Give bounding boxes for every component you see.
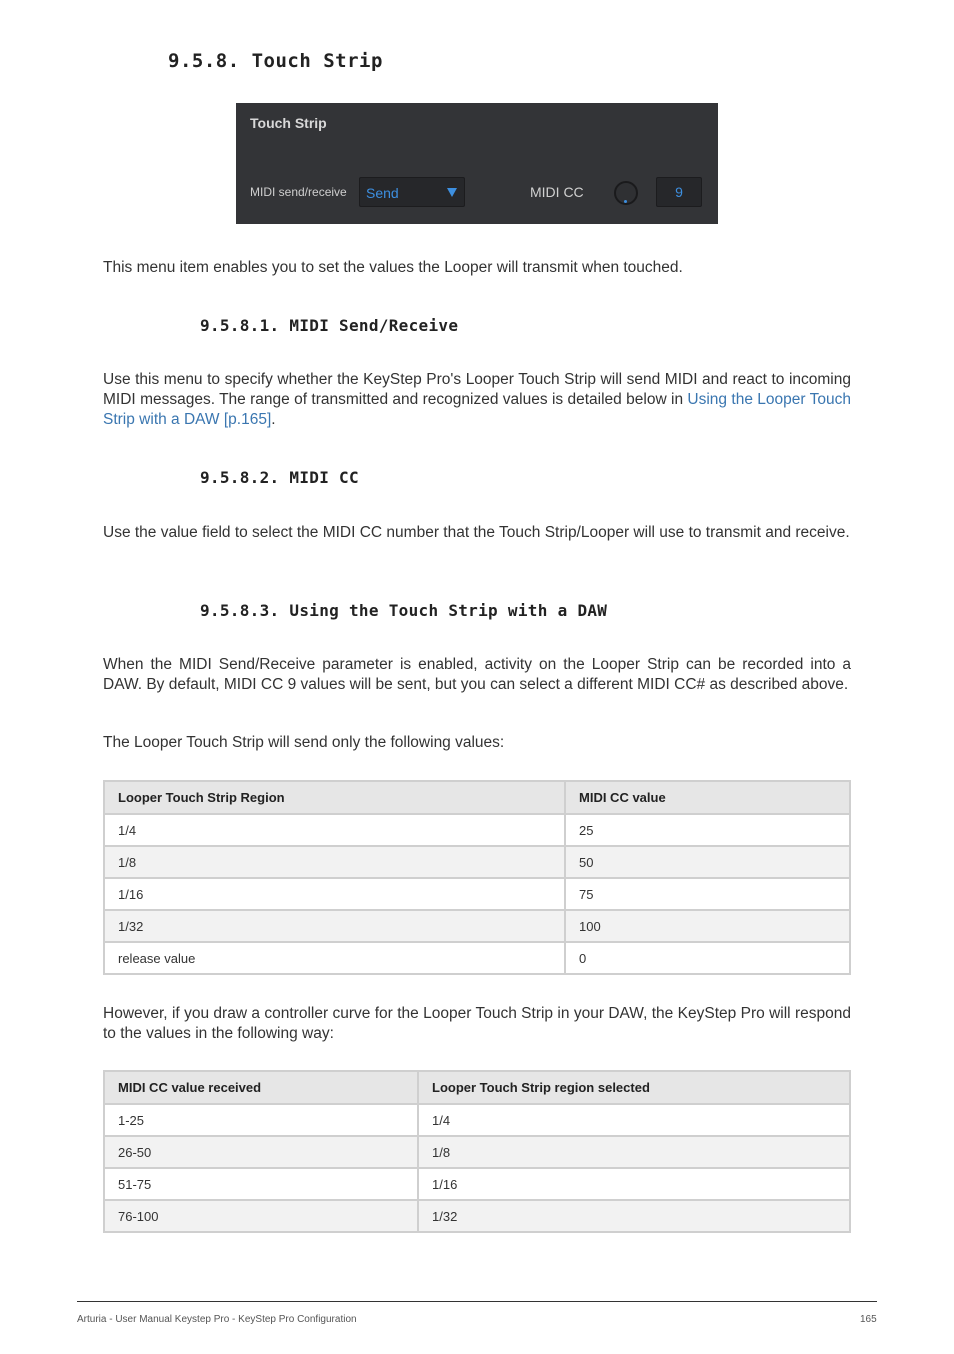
table-header: MIDI CC value received xyxy=(104,1071,418,1104)
table-cell: 75 xyxy=(565,878,850,910)
table-cell: 76-100 xyxy=(104,1200,418,1232)
panel-title: Touch Strip xyxy=(250,115,327,131)
table-cell: release value xyxy=(104,942,565,974)
send-receive-label: MIDI send/receive xyxy=(250,185,347,199)
table-row xyxy=(104,910,850,942)
knob-indicator-icon xyxy=(624,200,627,203)
table-cell: 1/32 xyxy=(104,910,565,942)
table-cell: 25 xyxy=(565,814,850,846)
send-receive-value: Send xyxy=(366,185,399,201)
table-cell: 1/16 xyxy=(418,1168,850,1200)
table-cell: 1/8 xyxy=(418,1136,850,1168)
table-cell: 26-50 xyxy=(104,1136,418,1168)
response-values-table xyxy=(103,1070,851,1233)
table-cell: 1/16 xyxy=(104,878,565,910)
subsection-title-daw: 9.5.8.3. Using the Touch Strip with a DAW xyxy=(200,601,608,620)
table-row xyxy=(104,942,850,974)
table-cell: 1/4 xyxy=(418,1104,850,1136)
table-row xyxy=(104,846,850,878)
subsection-title-send-receive: 9.5.8.1. MIDI Send/Receive xyxy=(200,316,459,335)
midi-cc-knob[interactable] xyxy=(614,181,638,205)
table-row xyxy=(104,1200,850,1232)
chevron-down-icon xyxy=(447,188,457,197)
table-cell: 100 xyxy=(565,910,850,942)
touch-strip-panel xyxy=(236,103,718,224)
table-row xyxy=(104,814,850,846)
table-header: Looper Touch Strip Region xyxy=(104,781,565,814)
send-values-table xyxy=(103,780,851,975)
table-row xyxy=(104,1136,850,1168)
section-title: 9.5.8. Touch Strip xyxy=(168,50,383,72)
footer-divider xyxy=(77,1301,877,1302)
response-paragraph: However, if you draw a controller curve for the Looper Touch Strip in your DAW, the KeyStep Pro will respond to the values in the following way: xyxy=(103,1005,851,1042)
subsection-title-midi-cc: 9.5.8.2. MIDI CC xyxy=(200,468,359,487)
send-receive-dropdown[interactable] xyxy=(359,177,465,207)
values-intro-paragraph: The Looper Touch Strip will send only the following values: xyxy=(103,734,505,751)
table-row xyxy=(104,878,850,910)
table-row xyxy=(104,1104,850,1136)
footer-text: Arturia - User Manual Keystep Pro - KeyStep Pro Configuration xyxy=(77,1314,357,1325)
table-header-row xyxy=(104,781,850,814)
table-header: Looper Touch Strip region selected xyxy=(418,1071,850,1104)
midi-cc-value-field[interactable]: 9 xyxy=(656,177,702,207)
table-cell: 1/4 xyxy=(104,814,565,846)
daw-section-link[interactable]: Using the Looper Touch Strip with a DAW [p.165] xyxy=(103,391,851,428)
table-header-row xyxy=(104,1071,850,1104)
page-number: 165 xyxy=(860,1314,877,1325)
table-cell: 51-75 xyxy=(104,1168,418,1200)
daw-paragraph: When the MIDI Send/Receive parameter is enabled, activity on the Looper Strip can be recorded into a DAW. By default, MIDI CC 9 values will be sent, but you can select a different MIDI CC# as described above. xyxy=(103,656,851,693)
send-receive-paragraph: Use this menu to specify whether the KeyStep Pro's Looper Touch Strip will send MIDI and react to incoming MIDI messages. The range of transmitted and recognized values is detailed below in Using the Looper Touch Strip with a DAW [p.165]. xyxy=(103,371,851,428)
table-cell: 0 xyxy=(565,942,850,974)
table-row xyxy=(104,1168,850,1200)
midi-cc-paragraph: Use the value field to select the MIDI CC number that the Touch Strip/Looper will use to transmit and receive. xyxy=(103,524,850,541)
table-cell: 1/32 xyxy=(418,1200,850,1232)
table-cell: 1/8 xyxy=(104,846,565,878)
table-cell: 50 xyxy=(565,846,850,878)
intro-paragraph: This menu item enables you to set the values the Looper will transmit when touched. xyxy=(103,259,683,276)
table-cell: 1-25 xyxy=(104,1104,418,1136)
table-header: MIDI CC value xyxy=(565,781,850,814)
midi-cc-label: MIDI CC xyxy=(530,184,584,200)
